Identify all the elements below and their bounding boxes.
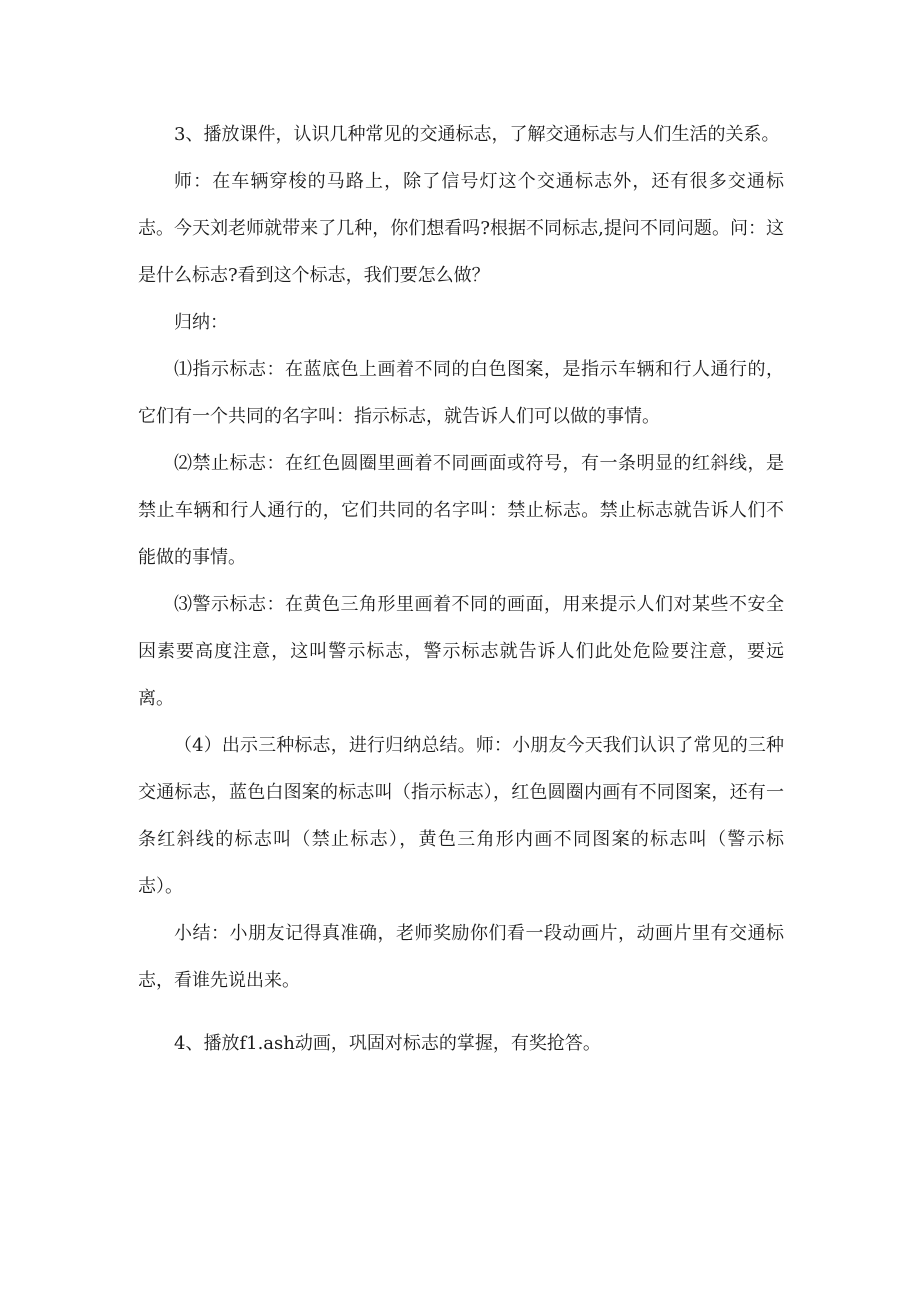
- paragraph-conclusion: 小结：小朋友记得真准确，老师奖励你们看一段动画片，动画片里有交通标志，看谁先说出来。: [138, 923, 784, 991]
- document-body: [138, 111, 784, 1067]
- paragraph-step-3: 3、播放课件，认识几种常见的交通标志，了解交通标志与人们生活的关系。: [174, 124, 780, 145]
- paragraph-three-signs-summary: （4）出示三种标志，进行归纳总结。师：小朋友今天我们认识了常见的三种交通标志，蓝色白图案的标志叫（指示标志），红色圆圈内画有不同图案，还有一条红斜线的标志叫（禁止标志），黄色三角形内画不同图案的标志叫（警示标志）。: [138, 735, 784, 897]
- paragraph-warning-signs: ⑶警示标志：在黄色三角形里画着不同的画面，用来提示人们对某些不安全因素要高度注意，这叫警示标志，警示标志就告诉人们此处危险要注意，要远离。: [138, 594, 784, 709]
- paragraph-indication-signs: ⑴指示标志：在蓝底色上画着不同的白色图案，是指示车辆和行人通行的，它们有一个共同的名字叫：指示标志，就告诉人们可以做的事情。: [138, 359, 784, 427]
- paragraph-prohibition-signs: ⑵禁止标志：在红色圆圈里画着不同画面或符号，有一条明显的红斜线，是禁止车辆和行人通行的，它们共同的名字叫：禁止标志。禁止标志就告诉人们不能做的事情。: [138, 453, 784, 568]
- paragraph-teacher-intro: 师：在车辆穿梭的马路上，除了信号灯这个交通标志外，还有很多交通标志。今天刘老师就带来了几种，你们想看吗?根据不同标志,提问不同问题。问：这是什么标志?看到这个标志，我们要怎么做？: [138, 171, 784, 286]
- paragraph-step-4: 4、播放f1.ash动画，巩固对标志的掌握，有奖抢答。: [174, 1033, 601, 1054]
- paragraph-summary-heading: 归纳：: [174, 312, 228, 333]
